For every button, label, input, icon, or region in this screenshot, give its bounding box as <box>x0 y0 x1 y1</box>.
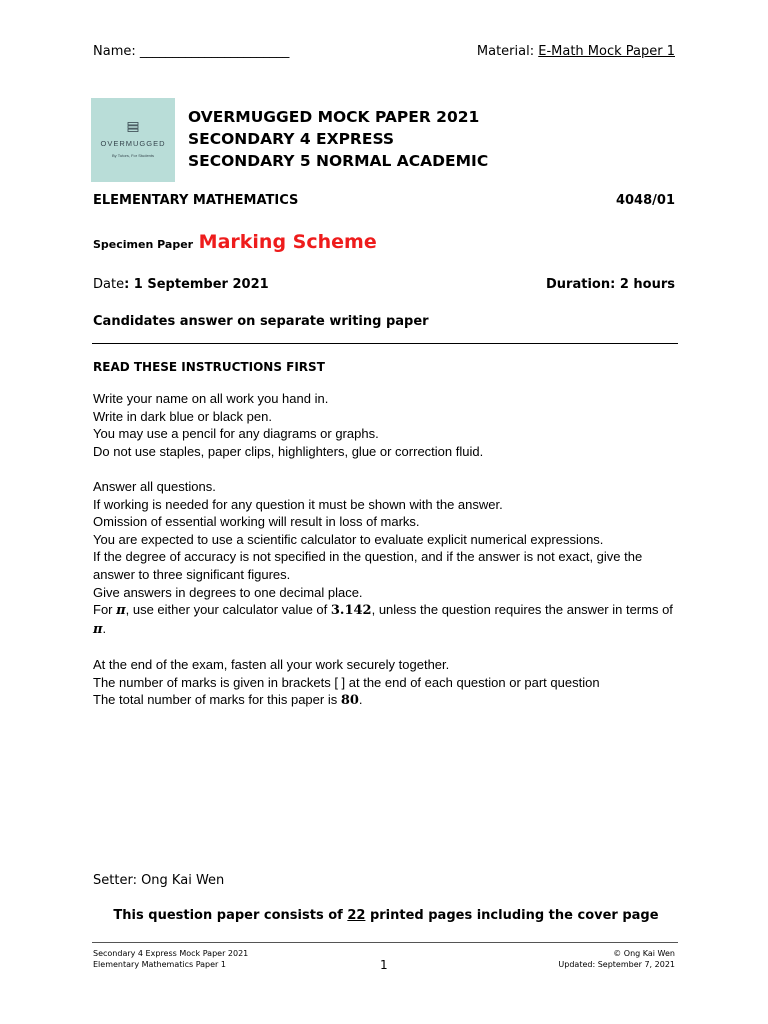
setter-label: Setter <box>93 873 133 888</box>
books-icon <box>127 122 139 132</box>
pi-value: 3.142 <box>330 603 372 619</box>
pi-text: , unless the question requires the answer in terms of <box>371 602 673 618</box>
instruction-line: The number of marks is given in brackets [ ] at the end of each question or part question <box>93 674 600 690</box>
total-text: The total number of marks for this paper is <box>93 692 341 708</box>
duration: Duration: 2 hours <box>546 277 675 292</box>
instruction-line: Omission of essential working will result in loss of marks. <box>93 514 420 530</box>
setter-value: : Ong Kai Wen <box>132 873 225 888</box>
overmugged-logo <box>91 98 175 182</box>
page-number: 1 <box>380 958 388 972</box>
material-label: Material: <box>476 44 535 59</box>
logo-brand: OVERMUGGED <box>100 139 166 148</box>
setter-line <box>93 873 224 888</box>
pages-note-text: This question paper consists of <box>113 908 348 923</box>
date-value: : 1 September 2021 <box>124 277 269 292</box>
material-value: E-Math Mock Paper 1 <box>538 44 675 59</box>
instruction-line: Write in dark blue or black pen. <box>93 408 272 424</box>
instruction-line: Write your name on all work you hand in. <box>93 391 329 406</box>
name-blank: _______________________ <box>139 44 290 59</box>
name-label: Name: <box>93 44 136 59</box>
instruction-line: If working is needed for any question it must be shown with the answer. <box>93 496 503 512</box>
instruction-line: You may use a pencil for any diagrams or graphs. <box>93 426 379 442</box>
instruction-line: You are expected to use a scientific calculator to evaluate explicit numerical expressions. <box>93 531 604 547</box>
footer-paper: Secondary 4 Express Mock Paper 2021 <box>93 949 249 958</box>
date-line <box>93 277 269 292</box>
specimen-label: Specimen Paper <box>93 238 194 251</box>
total-marks-value: 80 <box>340 693 359 709</box>
specimen-line <box>93 231 377 253</box>
pi-text: . <box>102 620 107 636</box>
pi-text: , use either your calculator value of <box>125 602 331 618</box>
subject-code: 4048/01 <box>615 193 675 208</box>
instruction-line: Answer all questions. <box>93 478 216 494</box>
total-marks-line <box>93 691 679 710</box>
instructions-heading: READ THESE INSTRUCTIONS FIRST <box>93 360 325 374</box>
marking-scheme-label: Marking Scheme <box>198 231 377 253</box>
footer-left <box>93 948 248 970</box>
footer-copyright: © Ong Kai Wen <box>613 949 675 958</box>
paper-title <box>188 106 488 172</box>
title-line-3: SECONDARY 5 NORMAL ACADEMIC <box>188 152 489 170</box>
logo-tagline: By Tutors, For Students <box>111 153 155 158</box>
page-count: 22 <box>347 908 366 923</box>
pi-symbol: π <box>93 621 103 637</box>
footer-updated: Updated: September 7, 2021 <box>558 960 675 969</box>
pi-instruction <box>93 601 679 638</box>
footer-subject: Elementary Mathematics Paper 1 <box>93 960 226 969</box>
total-text: . <box>358 692 363 708</box>
instruction-line: Do not use staples, paper clips, highlighters, glue or correction fluid. <box>93 443 484 459</box>
instructions-body <box>93 390 679 710</box>
material-field <box>477 44 675 59</box>
candidates-note: Candidates answer on separate writing paper <box>93 314 429 329</box>
instruction-line: At the end of the exam, fasten all your work securely together. <box>93 656 450 672</box>
instruction-line: If the degree of accuracy is not specified in the question, and if the answer is not exact, give the answer to three significant figures. <box>93 549 643 582</box>
footer-divider <box>92 942 678 943</box>
title-line-2: SECONDARY 4 EXPRESS <box>188 130 395 148</box>
name-field <box>93 44 289 59</box>
instruction-line: Give answers in degrees to one decimal place. <box>93 584 363 600</box>
subject-name: ELEMENTARY MATHEMATICS <box>93 193 299 208</box>
pages-note-text: printed pages including the cover page <box>365 908 659 923</box>
footer-right <box>558 948 675 970</box>
date-label: Date <box>93 277 125 292</box>
divider <box>92 343 678 344</box>
title-line-1: OVERMUGGED MOCK PAPER 2021 <box>188 108 480 126</box>
pi-symbol: π <box>116 603 126 619</box>
pi-text: For <box>93 602 117 618</box>
pages-note <box>93 908 679 923</box>
